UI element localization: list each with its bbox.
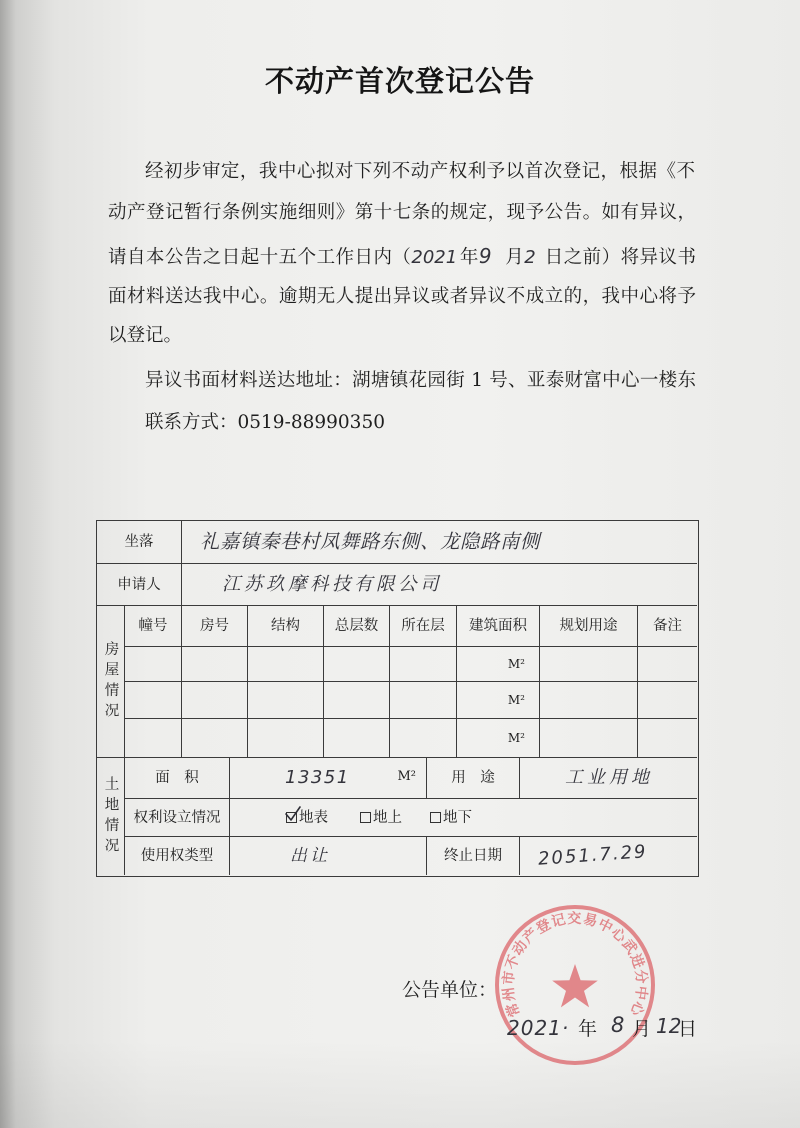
- end-date-label: 终止日期: [427, 837, 520, 875]
- house-row-3-cell: [540, 719, 638, 758]
- house-row-1-cell: [540, 647, 638, 682]
- land-section-label: 土地情况: [102, 775, 119, 858]
- land-use-label: 用 途: [427, 758, 520, 799]
- location-value: 礼嘉镇秦巷村凤舞路东侧、龙隐路南侧: [200, 530, 541, 553]
- deadline-text-after: 日之前）将异议书: [544, 247, 696, 268]
- page-title: 不动产首次登记公告: [264, 64, 535, 98]
- house-row-3-cell: [324, 719, 390, 758]
- house-row-2-cell: [390, 682, 457, 719]
- land-area-label: 面 积: [125, 758, 230, 799]
- rights-option-label: 地上: [373, 809, 402, 826]
- house-section-cell: [97, 606, 125, 758]
- house-row-2-cell: [125, 682, 182, 719]
- house-row-1-area-cell: [457, 647, 540, 682]
- deadline-year-handwritten: 2021: [411, 247, 458, 268]
- location-label: 坐落: [97, 521, 182, 564]
- house-row-2-cell: [540, 682, 638, 719]
- area-unit: M²: [507, 657, 525, 671]
- location-value-cell: [182, 521, 697, 564]
- land-use-cell: [520, 758, 697, 799]
- rights-option-above: [360, 809, 402, 827]
- house-row-1-cell: [182, 647, 248, 682]
- house-row-1-cell: [324, 647, 390, 682]
- house-section-label: 房屋情况: [102, 640, 119, 723]
- notice-line-4: 面材料送达我中心。逾期无人提出异议或者异议不成立的，我中心将予: [108, 286, 696, 307]
- deadline-day-handwritten: 2: [524, 247, 536, 268]
- checkbox-icon: [286, 812, 297, 823]
- official-seal: [490, 900, 660, 1070]
- house-row-2-area-cell: [457, 682, 540, 719]
- notice-line-2: 动产登记暂行条例实施细则》第十七条的规定，现予公告。如有异议，: [108, 202, 696, 223]
- land-use-value: 工业用地: [565, 767, 653, 788]
- right-type-label: 使用权类型: [125, 837, 230, 875]
- contact-info: 联系方式：0519-88990350: [145, 412, 385, 433]
- rights-option-label: 地表: [299, 809, 328, 826]
- house-row-3-area-cell: [457, 719, 540, 758]
- end-date-cell: [520, 837, 697, 875]
- seal-lettering: 常州市不动产登记交易中心武进分中心: [500, 910, 650, 1020]
- photo-shadow: [0, 1040, 800, 1128]
- area-unit: M²: [507, 693, 525, 707]
- house-row-1-cell: [390, 647, 457, 682]
- house-row-2-cell: [248, 682, 324, 719]
- col-building-no: 幢号: [125, 606, 182, 647]
- end-date-value: 2051.7.29: [537, 841, 649, 870]
- date-month-handwritten: 8: [611, 1013, 625, 1037]
- star-icon: [552, 964, 598, 1007]
- right-type-value: 出让: [290, 846, 330, 866]
- date-day-unit: 日: [678, 1018, 698, 1040]
- applicant-value: 江苏玖摩科技有限公司: [222, 573, 443, 595]
- col-planned-use: 规划用途: [540, 606, 638, 647]
- date-year-unit: 年: [578, 1018, 598, 1040]
- house-row-2-cell: [638, 682, 697, 719]
- deadline-month-unit: 月: [504, 247, 525, 268]
- house-row-3-cell: [390, 719, 457, 758]
- col-remarks: 备注: [638, 606, 697, 647]
- land-area-value: 13351: [285, 767, 350, 788]
- registration-table: [96, 520, 699, 877]
- house-row-2-cell: [324, 682, 390, 719]
- rights-options-cell: [230, 799, 697, 837]
- house-row-1-cell: [125, 647, 182, 682]
- col-floor-area: 建筑面积: [457, 606, 540, 647]
- date-year-handwritten: 2021·: [507, 1016, 570, 1040]
- notice-line-3: [108, 244, 696, 268]
- deadline-text-before: 请自本公告之日起十五个工作日内（: [108, 247, 412, 268]
- col-floor: 所在层: [390, 606, 457, 647]
- land-area-unit: M²: [397, 769, 416, 785]
- land-section-cell: [97, 758, 125, 875]
- date-month-unit: 月: [632, 1018, 652, 1040]
- checkbox-icon: [430, 812, 441, 823]
- checkmark-icon: [284, 806, 302, 822]
- land-area-cell: [230, 758, 427, 799]
- checkbox-icon: [360, 812, 371, 823]
- applicant-label: 申请人: [97, 564, 182, 606]
- notice-line-5: 以登记。: [108, 325, 183, 346]
- rights-label: 权利设立情况: [125, 799, 230, 837]
- rights-option-label: 地下: [443, 809, 472, 826]
- area-unit: M²: [507, 731, 525, 745]
- right-type-cell: [230, 837, 427, 875]
- house-row-3-cell: [638, 719, 697, 758]
- house-row-3-cell: [248, 719, 324, 758]
- house-row-1-cell: [248, 647, 324, 682]
- rights-option-below: [430, 809, 472, 827]
- rights-option-surface: [286, 809, 328, 827]
- col-total-floors: 总层数: [324, 606, 390, 647]
- applicant-value-cell: [182, 564, 697, 606]
- house-row-1-cell: [638, 647, 697, 682]
- col-room-no: 房号: [182, 606, 248, 647]
- issuer-label: 公告单位：: [402, 979, 498, 1001]
- house-row-3-cell: [125, 719, 182, 758]
- date-day-handwritten: 12: [656, 1014, 682, 1038]
- deadline-year-unit: 年: [459, 247, 479, 268]
- col-structure: 结构: [248, 606, 324, 647]
- house-row-3-cell: [182, 719, 248, 758]
- notice-line-1: 经初步审定，我中心拟对下列不动产权利予以首次登记，根据《不: [145, 161, 695, 182]
- deadline-month-handwritten: 9: [478, 244, 492, 268]
- house-row-2-cell: [182, 682, 248, 719]
- objection-address: 异议书面材料送达地址：湖塘镇花园街 1 号、亚泰财富中心一楼东: [145, 370, 696, 391]
